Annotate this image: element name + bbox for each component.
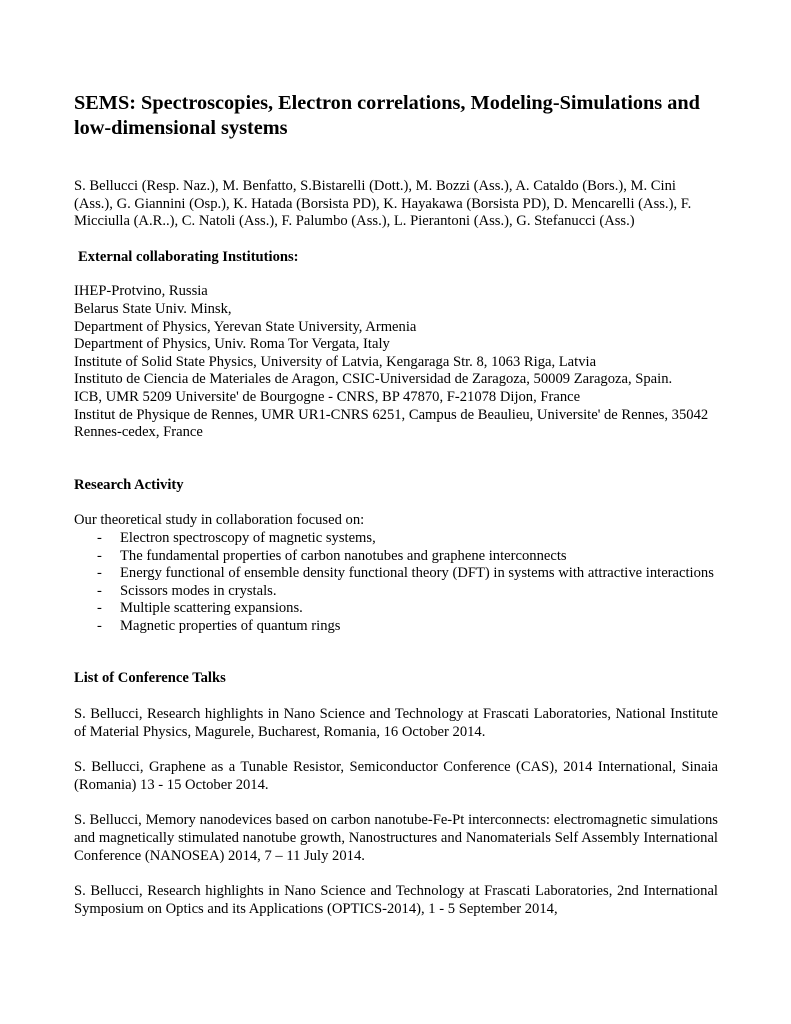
dash-bullet: - xyxy=(97,565,102,582)
institution-item: Belarus State Univ. Minsk, xyxy=(74,300,232,317)
external-institutions-heading: External collaborating Institutions: xyxy=(78,248,299,265)
dash-bullet: - xyxy=(97,582,102,599)
conference-talks-heading: List of Conference Talks xyxy=(74,670,226,687)
list-item xyxy=(74,565,718,583)
document-page xyxy=(74,91,718,918)
dash-bullet: - xyxy=(97,600,102,617)
list-item xyxy=(74,548,718,566)
talk-entry: S. Bellucci, Graphene as a Tunable Resistor, Semiconductor Conference (CAS), 2014 International, Sinaia (Romania) 13 - 15 October 2014. xyxy=(74,759,718,793)
institution-list xyxy=(74,283,718,441)
talk-entry: S. Bellucci, Research highlights in Nano Science and Technology at Frascati Laboratories, 2nd International Symposium on Optics and its Applications (OPTICS-2014), 1 - 5 September 2014, xyxy=(74,883,718,917)
list-item-text: Magnetic properties of quantum rings xyxy=(120,617,341,634)
list-item xyxy=(74,530,718,548)
research-topic-list xyxy=(74,530,718,636)
list-item-text: Electron spectroscopy of magnetic systems, xyxy=(120,529,376,546)
institution-item: ICB, UMR 5209 Universite' de Bourgogne - CNRS, BP 47870, F-21078 Dijon, France xyxy=(74,388,581,405)
list-item-text: Energy functional of ensemble density functional theory (DFT) in systems with attractive interactions xyxy=(120,565,714,582)
document-title: SEMS: Spectroscopies, Electron correlations, Modeling-Simulations and low-dimensional systems xyxy=(74,92,700,139)
list-item xyxy=(74,583,718,601)
dash-bullet: - xyxy=(97,617,102,634)
author-list: S. Bellucci (Resp. Naz.), M. Benfatto, S.Bistarelli (Dott.), M. Bozzi (Ass.), A. Cataldo (Bors.), M. Cini (Ass.), G. Giannini (Osp.), K. Hatada (Borsista PD), K. Hayakawa (Borsista PD), D. Mencarelli (Ass.), F. Micciulla (A.R..), C. Natoli (Ass.), F. Palumbo (Ass.), L. Pierantoni (Ass.), G. Stefanucci (Ass.) xyxy=(74,178,692,230)
dash-bullet: - xyxy=(97,547,102,564)
list-item xyxy=(74,600,718,618)
research-activity-heading: Research Activity xyxy=(74,476,184,493)
institution-item: Institute of Solid State Physics, University of Latvia, Kengaraga Str. 8, 1063 Riga, Latvia xyxy=(74,353,597,370)
institution-item: Department of Physics, Yerevan State University, Armenia xyxy=(74,318,417,335)
list-item-text: Multiple scattering expansions. xyxy=(120,600,303,617)
institution-item: Instituto de Ciencia de Materiales de Aragon, CSIC-Universidad de Zaragoza, 50009 Zaragoza, Spain. xyxy=(74,371,673,388)
list-item-text: The fundamental properties of carbon nanotubes and graphene interconnects xyxy=(120,547,567,564)
list-item xyxy=(74,618,718,636)
talk-entry: S. Bellucci, Research highlights in Nano Science and Technology at Frascati Laboratories, National Institute of Material Physics, Magurele, Bucharest, Romania, 16 October 2014. xyxy=(74,706,718,740)
institution-item: IHEP-Protvino, Russia xyxy=(74,283,208,300)
dash-bullet: - xyxy=(97,529,102,546)
list-item-text: Scissors modes in crystals. xyxy=(120,582,277,599)
institution-item: Institut de Physique de Rennes, UMR UR1-CNRS 6251, Campus de Beaulieu, Universite' de Rennes, 35042 Rennes-cedex, France xyxy=(74,406,709,441)
talk-entry: S. Bellucci, Memory nanodevices based on carbon nanotube-Fe-Pt interconnects: electromagnetic simulations and magnetically stimulated nanotube growth, Nanostructures and Nanomaterials Self Assembly International Conference (NANOSEA) 2014, 7 – 11 July 2014. xyxy=(74,812,718,864)
institution-item: Department of Physics, Univ. Roma Tor Vergata, Italy xyxy=(74,336,390,353)
research-intro: Our theoretical study in collaboration focused on: xyxy=(74,512,365,529)
